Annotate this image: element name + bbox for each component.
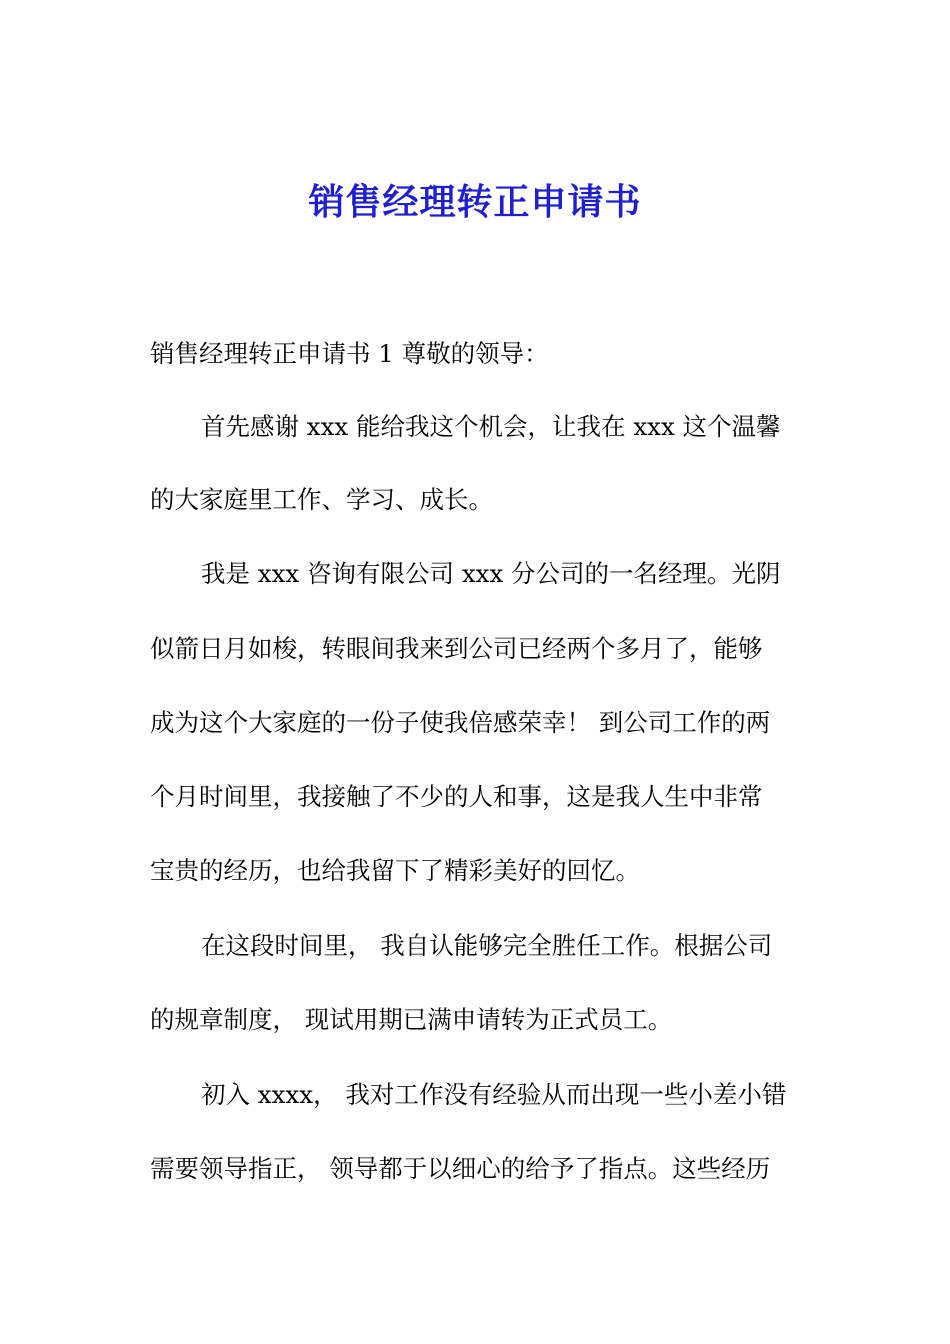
body-line: 在这段时间里， 我自认能够完全胜任工作。根据公司 (201, 931, 773, 960)
body-line: 的规章制度， 现试用期已满申请转为正式员工。 (150, 1005, 673, 1034)
body-line: 的大家庭里工作、学习、成长。 (150, 485, 493, 514)
body-line: 需要领导指正， 领导都于以细心的给予了指点。这些经历 (150, 1154, 771, 1183)
salutation-line: 销售经理转正申请书 1 尊敬的领导： (150, 339, 549, 368)
body-line: 首先感谢 xxx 能给我这个机会，让我在 xxx 这个温馨 (201, 412, 781, 441)
body-line: 似箭日月如梭，转眼间我来到公司已经两个多月了，能够 (150, 634, 763, 663)
body-line: 宝贵的经历，也给我留下了精彩美好的回忆。 (150, 856, 640, 885)
body-line: 我是 xxx 咨询有限公司 xxx 分公司的一名经理。光阴 (201, 559, 781, 588)
document-title: 销售经理转正申请书 (308, 181, 642, 223)
body-line: 个月时间里，我接触了不少的人和事，这是我人生中非常 (150, 782, 763, 811)
body-line: 成为这个大家庭的一份子使我倍感荣幸！ 到公司工作的两 (150, 708, 771, 737)
body-line: 初入 xxxx， 我对工作没有经验从而出现一些小差小错 (201, 1080, 787, 1109)
